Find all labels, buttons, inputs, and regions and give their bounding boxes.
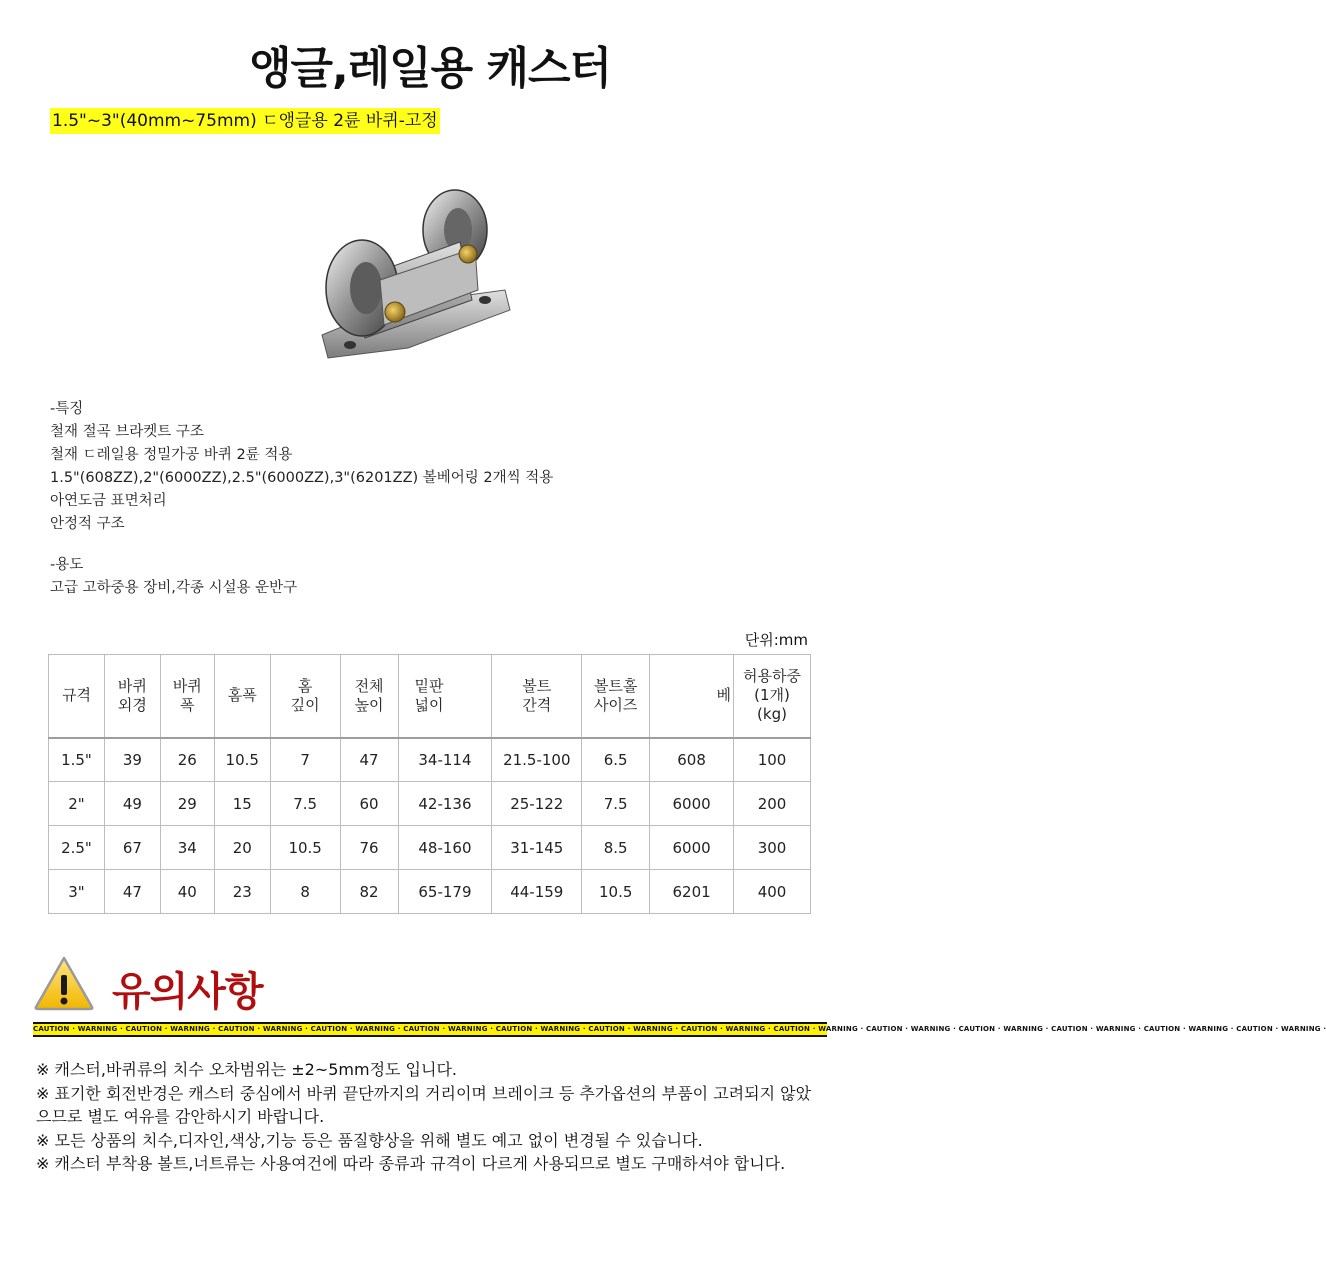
table-cell: 10.5 [214, 738, 270, 782]
table-row [49, 870, 811, 914]
table-cell: 200 [734, 782, 811, 826]
table-cell: 2" [49, 782, 105, 826]
table-row [49, 782, 811, 826]
table-cell: 40 [160, 870, 214, 914]
caution-tape: CAUTION · WARNING · CAUTION · WARNING · CAUTION · WARNING · CAUTION · WARNING · CAUTION · WARNING · CAUTION · WARNING · CAUTION · WARNING · CAUTION · WARNING · CAUTION · WARNING · CAUTION · WARNING · CAUTION · WARNING · CAUTION · WARNING · CAUTION · WARNING · CAUTION · WARNING · [33, 1022, 827, 1037]
col-header-text: 바퀴 [117, 676, 147, 695]
col-header-text: 간격 [522, 695, 552, 714]
table-cell: 8 [270, 870, 340, 914]
table-cell: 65-179 [398, 870, 492, 914]
page-title: 앵글,레일용 캐스터 [248, 43, 612, 94]
note-line: ※ 캐스터 부착용 볼트,너트류는 사용여건에 따라 종류과 규격이 다르게 사용되므로 별도 구매하셔야 합니다. [36, 1154, 786, 1173]
col-header [49, 655, 105, 738]
table-row [49, 738, 811, 782]
col-header-text: 높이 [354, 695, 384, 714]
col-header [734, 655, 811, 738]
col-header [214, 655, 270, 738]
col-header [582, 655, 650, 738]
usage-section [50, 554, 297, 600]
caution-title: 유의사항 [112, 969, 263, 1015]
caution-notes [36, 1058, 820, 1176]
col-header-text: (1개) [754, 686, 790, 705]
table-cell: 15 [214, 782, 270, 826]
col-header-text: 볼트 [522, 676, 552, 695]
table-cell: 26 [160, 738, 214, 782]
col-header-text: 볼트홀 [593, 676, 638, 695]
note-line: ※ 모든 상품의 치수,디자인,색상,기능 등은 품질향상을 위해 별도 예고 없이 변경될 수 있습니다. [36, 1130, 703, 1150]
col-header [398, 655, 492, 738]
table-cell: 82 [340, 870, 398, 914]
unit-label: 단위:mm [744, 631, 808, 649]
col-header-text: 허용하중 [743, 667, 801, 686]
table-cell: 29 [160, 782, 214, 826]
col-header-text: 바퀴 [172, 676, 202, 695]
table-header-row [49, 655, 811, 738]
table-cell: 34 [160, 826, 214, 870]
table-cell: 10.5 [270, 826, 340, 870]
table-cell: 1.5" [49, 738, 105, 782]
col-header-text: 넓이 [414, 695, 444, 714]
table-cell: 31-145 [492, 826, 582, 870]
table-cell: 34-114 [398, 738, 492, 782]
note-line: ※ 캐스터,바퀴류의 치수 오차범위는 ±2~5mm정도 입니다. [36, 1060, 458, 1079]
table-cell: 49 [104, 782, 160, 826]
table-cell: 6000 [650, 826, 734, 870]
col-header-text: 규격 [61, 686, 91, 705]
product-subtitle: 1.5"~3"(40mm~75mm) ㄷ앵글용 2륜 바퀴-고정 [50, 108, 440, 134]
table-cell: 25-122 [492, 782, 582, 826]
table-cell: 7.5 [582, 782, 650, 826]
table-cell: 2.5" [49, 826, 105, 870]
spec-table [48, 654, 811, 914]
table-cell: 3" [49, 870, 105, 914]
col-header-text: 외경 [117, 695, 147, 714]
warning-icon [33, 955, 95, 1011]
usage-heading: -용도 [50, 557, 84, 573]
col-header [492, 655, 582, 738]
table-cell: 60 [340, 782, 398, 826]
table-cell: 6.5 [582, 738, 650, 782]
table-cell: 67 [104, 826, 160, 870]
col-header-text: 홈 [297, 676, 313, 695]
table-cell: 39 [104, 738, 160, 782]
features-section [50, 398, 553, 536]
col-header-text: 홈폭 [227, 686, 257, 705]
col-header-text: 폭 [180, 695, 195, 714]
col-header [650, 655, 734, 738]
col-header [270, 655, 340, 738]
feature-line: 안정적 구조 [50, 516, 125, 532]
col-header-text: 밑판 [414, 676, 444, 695]
table-cell: 21.5-100 [492, 738, 582, 782]
col-header [104, 655, 160, 738]
table-cell: 6201 [650, 870, 734, 914]
col-header-text: (kg) [757, 705, 787, 724]
col-header [160, 655, 214, 738]
table-cell: 76 [340, 826, 398, 870]
features-heading: -특징 [50, 401, 84, 417]
table-cell: 20 [214, 826, 270, 870]
table-cell: 608 [650, 738, 734, 782]
table-cell: 48-160 [398, 826, 492, 870]
product-image [300, 160, 530, 385]
note-line: ※ 표기한 회전반경은 캐스터 중심에서 바퀴 끝단까지의 거리이며 브레이크 등 추가옵션의 부품이 고려되지 않았으므로 별도 여유를 감안하시기 바랍니다. [36, 1083, 812, 1126]
table-cell: 44-159 [492, 870, 582, 914]
table-cell: 400 [734, 870, 811, 914]
usage-line: 고급 고하중용 장비,각종 시설용 운반구 [50, 580, 298, 596]
table-cell: 23 [214, 870, 270, 914]
col-header [340, 655, 398, 738]
feature-line: 철재 절곡 브라켓트 구조 [50, 424, 204, 440]
table-cell: 42-136 [398, 782, 492, 826]
feature-line: 1.5"(608ZZ),2"(6000ZZ),2.5"(6000ZZ),3"(6201ZZ) 볼베어링 2개씩 적용 [50, 470, 554, 486]
table-cell: 7 [270, 738, 340, 782]
table-cell: 47 [340, 738, 398, 782]
col-header-text: 전체 [354, 676, 384, 695]
table-cell: 6000 [650, 782, 734, 826]
table-row [49, 826, 811, 870]
table-cell: 300 [734, 826, 811, 870]
col-header-text: 깊이 [290, 695, 320, 714]
table-cell: 10.5 [582, 870, 650, 914]
table-cell: 100 [734, 738, 811, 782]
table-cell: 8.5 [582, 826, 650, 870]
col-header-text: 베 [716, 686, 732, 705]
table-cell: 47 [104, 870, 160, 914]
col-header-text: 사이즈 [593, 695, 638, 714]
feature-line: 아연도금 표면처리 [50, 493, 167, 509]
table-cell: 7.5 [270, 782, 340, 826]
feature-line: 철재 ㄷ레일용 정밀가공 바퀴 2륜 적용 [50, 447, 293, 463]
